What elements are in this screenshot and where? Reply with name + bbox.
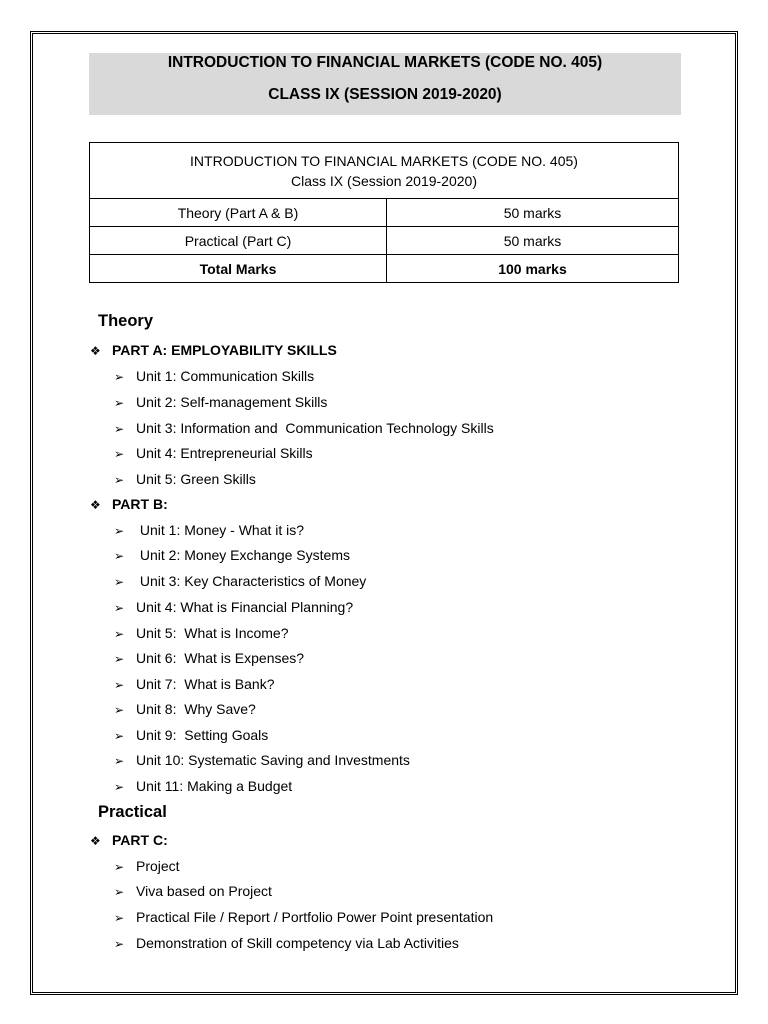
table-cell-label: Theory (Part A & B) — [90, 199, 387, 227]
arrow-bullet-icon: ➢ — [114, 370, 125, 384]
arrow-bullet-icon: ➢ — [114, 601, 125, 615]
list-item: ➢ Unit 4: Entrepreneurial Skills — [114, 445, 313, 461]
arrow-bullet-icon: ➢ — [114, 575, 125, 589]
part-a-heading — [90, 342, 337, 358]
list-item: ➢ Unit 2: Self-management Skills — [114, 394, 328, 410]
diamond-bullet-icon: ❖ — [90, 834, 101, 848]
arrow-bullet-icon: ➢ — [114, 627, 125, 641]
table-cell-marks: 50 marks — [387, 227, 679, 255]
list-item: ➢ Unit 5: Green Skills — [114, 471, 256, 487]
arrow-bullet-icon: ➢ — [114, 729, 125, 743]
list-item: ➢ Unit 10: Systematic Saving and Investments — [114, 752, 410, 768]
section-title-theory: Theory — [98, 312, 154, 330]
arrow-bullet-icon: ➢ — [114, 937, 125, 951]
list-item: ➢ Practical File / Report / Portfolio Power Point presentation — [114, 909, 494, 925]
table-cell-marks: 50 marks — [387, 199, 679, 227]
arrow-bullet-icon: ➢ — [114, 911, 125, 925]
arrow-bullet-icon: ➢ — [114, 549, 125, 563]
diamond-bullet-icon: ❖ — [90, 344, 101, 358]
table-cell-total-label: Total Marks — [90, 255, 387, 283]
list-item: ➢ Unit 6: What is Expenses? — [114, 650, 305, 666]
list-item: ➢ Unit 9: Setting Goals — [114, 727, 269, 743]
arrow-bullet-icon: ➢ — [114, 703, 125, 717]
list-item: ➢ Unit 7: What is Bank? — [114, 676, 275, 692]
header-title: INTRODUCTION TO FINANCIAL MARKETS (CODE NO. 405) — [167, 54, 603, 71]
caption-line-2: Class IX (Session 2019-2020) — [291, 172, 477, 189]
arrow-bullet-icon: ➢ — [114, 447, 125, 461]
arrow-bullet-icon: ➢ — [114, 652, 125, 666]
section-title-practical: Practical — [98, 803, 167, 821]
arrow-bullet-icon: ➢ — [114, 524, 125, 538]
list-item: ➢ Unit 1: Money - What it is? — [114, 522, 305, 538]
arrow-bullet-icon: ➢ — [114, 780, 125, 794]
arrow-bullet-icon: ➢ — [114, 422, 125, 436]
part-b-title: PART B: — [112, 496, 168, 512]
arrow-bullet-icon: ➢ — [114, 396, 125, 410]
list-item: ➢ Demonstration of Skill competency via Lab Activities — [114, 935, 459, 951]
header-subtitle: CLASS IX (SESSION 2019-2020) — [268, 86, 502, 103]
part-c-heading — [90, 832, 168, 848]
marks-table-caption — [90, 143, 679, 199]
document-header — [89, 53, 681, 115]
list-item: ➢ Project — [114, 858, 180, 874]
list-item: ➢ Unit 11: Making a Budget — [114, 778, 293, 794]
arrow-bullet-icon: ➢ — [114, 754, 125, 768]
list-item: ➢ Unit 3: Key Characteristics of Money — [114, 573, 367, 589]
part-c-title: PART C: — [112, 832, 168, 848]
table-row-total — [90, 255, 679, 283]
arrow-bullet-icon: ➢ — [114, 678, 125, 692]
list-item: ➢ Viva based on Project — [114, 883, 272, 899]
list-item: ➢ Unit 4: What is Financial Planning? — [114, 599, 354, 615]
table-row — [90, 227, 679, 255]
table-row — [90, 199, 679, 227]
table-cell-total-marks: 100 marks — [387, 255, 679, 283]
arrow-bullet-icon: ➢ — [114, 473, 125, 487]
part-a-title: PART A: EMPLOYABILITY SKILLS — [112, 342, 337, 358]
caption-line-1: INTRODUCTION TO FINANCIAL MARKETS (CODE NO. 405) — [190, 152, 578, 169]
list-item: ➢ Unit 1: Communication Skills — [114, 368, 315, 384]
table-cell-label: Practical (Part C) — [90, 227, 387, 255]
arrow-bullet-icon: ➢ — [114, 860, 125, 874]
list-item: ➢ Unit 2: Money Exchange Systems — [114, 547, 350, 563]
list-item: ➢ Unit 3: Information and Communication Technology Skills — [114, 420, 494, 436]
list-item: ➢ Unit 5: What is Income? — [114, 625, 289, 641]
arrow-bullet-icon: ➢ — [114, 885, 125, 899]
marks-table — [89, 142, 679, 283]
list-item: ➢ Unit 8: Why Save? — [114, 701, 256, 717]
diamond-bullet-icon: ❖ — [90, 498, 101, 512]
part-b-heading — [90, 496, 168, 512]
